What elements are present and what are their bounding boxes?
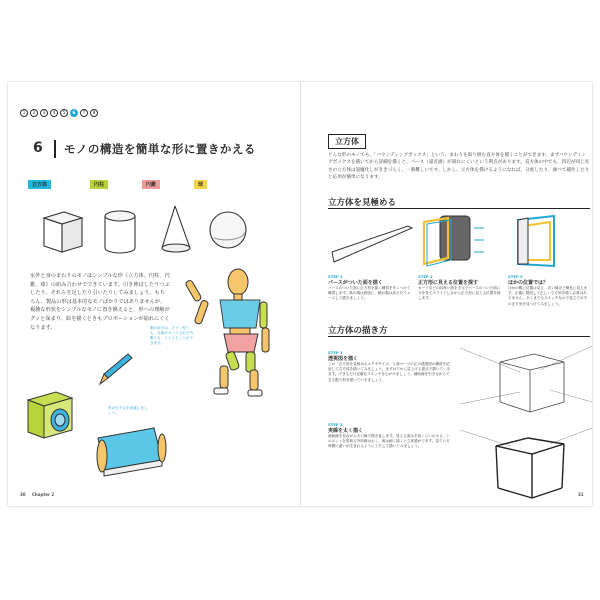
step-b2-label: STEP 2 — [328, 422, 343, 427]
shape-label-cube: 立方体 — [28, 180, 51, 189]
book-sketch — [97, 428, 166, 476]
pen-sketch — [100, 354, 132, 384]
step-b1-label: STEP 1 — [328, 350, 343, 355]
section-a-heading: 立方体を見極める — [328, 198, 397, 208]
step-b2-title: 実線を太く描く — [328, 428, 364, 434]
left-body-text: 室外と身のまわりのモノはシンプルな形（立方体、円柱、円錐、球）の組み合わせでできています。引き伸ばしたりつぶしたり、それらを足したり引いたりしてみましょう。もちろん、製品の形は基本的なモノばかりではありませんが、複雑な形状をシンプルなモノに置き換えると、形への理解がグッと深まり、絵を描くときもプロポーションが崩れにくくなります。 — [30, 273, 170, 331]
step-a2 — [418, 274, 502, 302]
shape-label-cone: 円錐 — [142, 180, 160, 189]
step-b1-text: この「正方形を見極めるエクササイズ」と前ページの正の透視図の練習を応用して立方体を描いてみましょう。まずは下から見上げる視点で描いていきます。できるだけ正確なスケッチを心がけましょう。補助線を引きながらできる限り形を描いていきましょう。 — [328, 362, 451, 382]
step-a1 — [328, 274, 412, 302]
step-dot-4: 4 — [50, 109, 58, 117]
book-spread — [8, 82, 592, 506]
step-a1-text: パースのついた面に正方形を描く練習を多くつけて練習します。紙の端は底面に、横の端は高さをイメージして描きましょう。 — [328, 286, 411, 301]
step-dot-7: 7 — [80, 109, 88, 117]
section-number: 6 — [33, 140, 43, 156]
callout-chest: 胸の部分は、プリン型とも、丸瓶がセットされた円錐とも、とらえることができます。 — [150, 326, 194, 345]
section-b-rule — [328, 336, 590, 337]
step-a3-text: ほかの側に位置は見え、長い線ほど横長に見えます。正確に製図して正しい立方形を描く必要はありません。あくまでもスケッチなので見立ての中の正方形を見つけてみましょう。 — [508, 286, 588, 306]
right-page-number: 31 — [578, 492, 584, 497]
camera-sketch — [28, 392, 72, 438]
cube-sketch — [44, 212, 82, 252]
cube-step1-sketch — [500, 354, 564, 412]
step-a2-text: カードなどの四角い紙を手元でパースのついた面に今を見てスライドしながら正方形に見える位置を探します。 — [418, 286, 501, 301]
square-finding-illustration — [328, 212, 590, 270]
right-intro-text: どんな形のモノでも、「バウンディングボックス」という、まわりを取り囲む直方体を描くことができます。まずバウンディングボックスを描いてから詳細を描くと、パース（遠近感）が崩れにくいという利点があります。直方体の中でも、四辺が同じ長さの立方体は誤魔化しがききづらく、一番難しいです。しかし、立方体を描けるようになれば、分度したり、曲べて補作したりと応用が簡単になります。 — [328, 153, 590, 181]
step-dot-5: 5 — [60, 109, 68, 117]
step-b2-text: 補助線を見ながら太い線で描き直します。見える面は手前くらいの太さ、シルエットを型取る外形線は太く、奥は細く描くと立体感がでます。見ている時間に違いが生まれるように工夫して描いてみましょう。 — [328, 434, 450, 449]
primitive-shapes-illustration — [38, 202, 248, 258]
step-a3 — [508, 274, 590, 307]
section-a-rule — [328, 208, 590, 209]
cylinder-sketch — [105, 211, 135, 253]
left-page-number: 30 — [20, 492, 26, 497]
step-dot-6: 6 — [70, 109, 78, 117]
sphere-sketch — [210, 212, 246, 248]
step-dot-2: 2 — [30, 109, 38, 117]
shape-label-sphere: 球 — [194, 180, 207, 189]
section-b-heading: 立方体の描き方 — [328, 326, 388, 336]
step-a3-title: ほかの位置では？ — [508, 280, 549, 286]
step-a1-label: STEP 1 — [328, 274, 343, 279]
perspective-cubes-illustration — [460, 342, 592, 502]
objects-illustration — [22, 352, 192, 492]
step-a2-label: STEP 2 — [418, 274, 433, 279]
cube-step2-sketch — [496, 438, 564, 498]
step-dot-8: 8 — [90, 109, 98, 117]
step-dot-3: 3 — [40, 109, 48, 117]
step-b2 — [328, 422, 452, 450]
section-divider — [54, 140, 56, 158]
page-gutter — [300, 82, 301, 506]
step-a2-title: 正方形に見える位置を探す — [418, 280, 479, 286]
shape-label-cylinder: 円柱 — [90, 180, 108, 189]
step-a3-label: STEP 3 — [508, 274, 523, 279]
step-a1-title: パースがついた面を描く — [328, 280, 383, 286]
step-dots — [20, 109, 98, 117]
chapter-label: Chapter 2 — [32, 492, 55, 497]
cube-tag: 立方体 — [328, 134, 366, 149]
step-b1-title: 透視図を描く — [328, 356, 359, 362]
callout-elbow: 肘の付き合を意識しましょう。 — [108, 406, 148, 415]
step-dot-1: 1 — [20, 109, 28, 117]
step-b1 — [328, 350, 452, 383]
section-title: モノの構造を簡単な形に置きかえる — [64, 142, 256, 156]
cone-sketch — [162, 206, 190, 252]
